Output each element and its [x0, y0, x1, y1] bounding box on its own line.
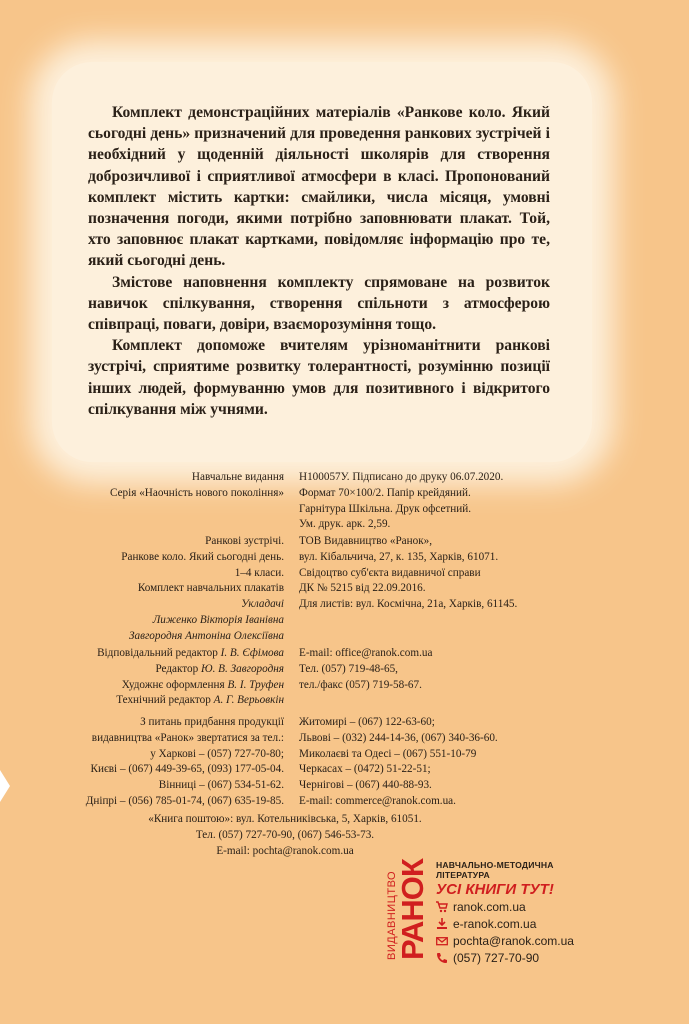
- intro-paragraph-3: Комплект допоможе вчителям урізноманітнити ранкові зустрічі, сприятиме розвитку толерантності, розумінню позиції інших людей, формуванню умов для позитивного і відкритого спілкування між учнями.: [88, 337, 550, 418]
- contact-info: [299, 646, 619, 693]
- sales-line: Києві – (067) 449-39-65, (093) 177-05-04.: [90, 763, 284, 776]
- region-line: Миколаєві та Одесі – (067) 551-10-79: [299, 747, 477, 760]
- page-arrow-marker: [0, 770, 10, 802]
- book-title-info: [24, 534, 284, 645]
- ad-row: [436, 898, 596, 915]
- edition-type: Навчальне видання: [191, 471, 284, 483]
- ad-link[interactable]: e-ranok.com.ua: [453, 916, 537, 931]
- sales-line: З питань придбання продукції: [140, 716, 284, 728]
- mail-order-line: E-mail: pochta@ranok.com.ua: [216, 844, 354, 857]
- title-line: Ранкові зустрічі.: [205, 535, 284, 547]
- publisher-line: вул. Кібальчича, 27, к. 135, Харків, 61071.: [299, 550, 499, 563]
- sales-line: Вінниці – (067) 534-51-62.: [158, 779, 284, 792]
- intro-paragraph-2: Змістове наповнення комплекту спрямоване на розвиток навичок спілкування, створення спільноти з атмосферою співпраці, поваги, довіри, взаєморозуміння тощо.: [88, 273, 550, 334]
- contact-line: тел./факс (057) 719-58-67.: [299, 678, 422, 691]
- contact-line: Тел. (057) 719-48-65,: [299, 662, 398, 675]
- ad-block: [436, 860, 596, 966]
- mail-order-line: Тел. (057) 727-70-90, (067) 546-53-73.: [195, 828, 375, 841]
- logo-brand: РАНОК: [395, 859, 430, 960]
- ad-row: [436, 915, 596, 932]
- print-line: Формат 70×100/2. Папір крейдяний.: [299, 486, 471, 499]
- regional-contacts: [299, 715, 619, 810]
- compiler-name: Завгородня Антоніна Олексіївна: [128, 629, 284, 642]
- title-line: Комплект навчальних плакатів: [137, 582, 284, 595]
- contact-line: E-mail: office@ranok.com.ua: [299, 647, 433, 659]
- intro-paragraph-1: Комплект демонстраційних матеріалів «Ранкове коло. Який сьогодні день» призначений для проведення ранкових зустрічей і необхідний у щоденній діяльності школярів для створення доброзичливої і сприятливої атмосфери в класі. Пропонований комплект містить картки: смайлики, числа місяця, умовні позначення погоди, якими потрібно заповнювати плакат. Той, хто заповнює плакат картками, повідомляє інформацію про те, який сьогодні день.: [88, 104, 550, 270]
- publisher-line: ТОВ Видавництво «Ранок»,: [299, 535, 433, 547]
- ad-headline: УСІ КНИГИ ТУТ!: [436, 881, 554, 898]
- region-line: Житомирі – (067) 122-63-60;: [299, 716, 435, 728]
- phone-icon: [436, 952, 448, 964]
- ad-row: [436, 932, 596, 949]
- mail-icon: [436, 935, 448, 947]
- print-line: Н100057У. Підписано до друку 06.07.2020.: [299, 471, 504, 483]
- sales-line: видавництва «Ранок» звертатися за тел.:: [91, 731, 284, 744]
- sales-contacts: [24, 715, 284, 810]
- edition-series: Серія «Наочність нового покоління»: [109, 486, 284, 499]
- logo-publisher-word: ВИДАВНИЦТВО: [386, 870, 398, 960]
- ad-link[interactable]: ranok.com.ua: [453, 899, 526, 914]
- editor-line: Редактор Ю. В. Завгородня: [155, 662, 284, 675]
- print-info: [299, 470, 619, 533]
- region-line: Черкасах – (0472) 51-22-51;: [299, 763, 431, 776]
- ad-subtitle: НАВЧАЛЬНО-МЕТОДИЧНА ЛІТЕРАТУРА: [436, 860, 554, 880]
- editor-line: Технічний редактор А. Г. Верьовкін: [116, 694, 284, 707]
- ad-row: [436, 949, 596, 966]
- region-line: Чернігові – (067) 440-88-93.: [299, 779, 432, 792]
- print-line: Гарнітура Шкільна. Друк офсетний.: [299, 502, 472, 515]
- mail-order-info: [120, 812, 450, 859]
- editor-line: Відповідальний редактор І. В. Єфімова: [97, 647, 284, 659]
- sales-line: у Харкові – (057) 727-70-80;: [150, 747, 284, 760]
- print-line: Ум. друк. арк. 2,59.: [299, 518, 391, 531]
- ad-link[interactable]: pochta@ranok.com.ua: [453, 933, 574, 948]
- edition-info: [24, 470, 284, 502]
- publisher-line: Свідоцтво суб'єкта видавничої справи: [299, 566, 481, 579]
- editor-line: Художнє оформлення В. І. Труфен: [121, 678, 284, 691]
- download-icon: [436, 918, 448, 930]
- intro-text: [88, 102, 550, 420]
- publisher-line: Для листів: вул. Космічна, 21а, Харків, 61145.: [299, 598, 518, 611]
- title-line: Ранкове коло. Який сьогодні день.: [121, 550, 284, 563]
- sales-line: Дніпрі – (056) 785-01-74, (067) 635-19-85.: [85, 794, 284, 807]
- cart-icon: [436, 901, 448, 913]
- publisher-info: [299, 534, 619, 613]
- compilers-label: Укладачі: [241, 598, 284, 611]
- compiler-name: Лиженко Вікторія Іванівна: [152, 613, 284, 626]
- ranok-logo: [386, 859, 430, 960]
- editors-info: [24, 646, 284, 709]
- publisher-line: ДК № 5215 від 22.09.2016.: [299, 582, 426, 595]
- region-line: E-mail: commerce@ranok.com.ua.: [299, 794, 456, 807]
- title-line: 1–4 класи.: [234, 566, 284, 579]
- region-line: Львові – (032) 244-14-36, (067) 340-36-60.: [299, 731, 498, 744]
- mail-order-line: «Книга поштою»: вул. Котельниківська, 5, Харків, 61051.: [148, 813, 422, 825]
- ad-link[interactable]: (057) 727-70-90: [453, 950, 540, 965]
